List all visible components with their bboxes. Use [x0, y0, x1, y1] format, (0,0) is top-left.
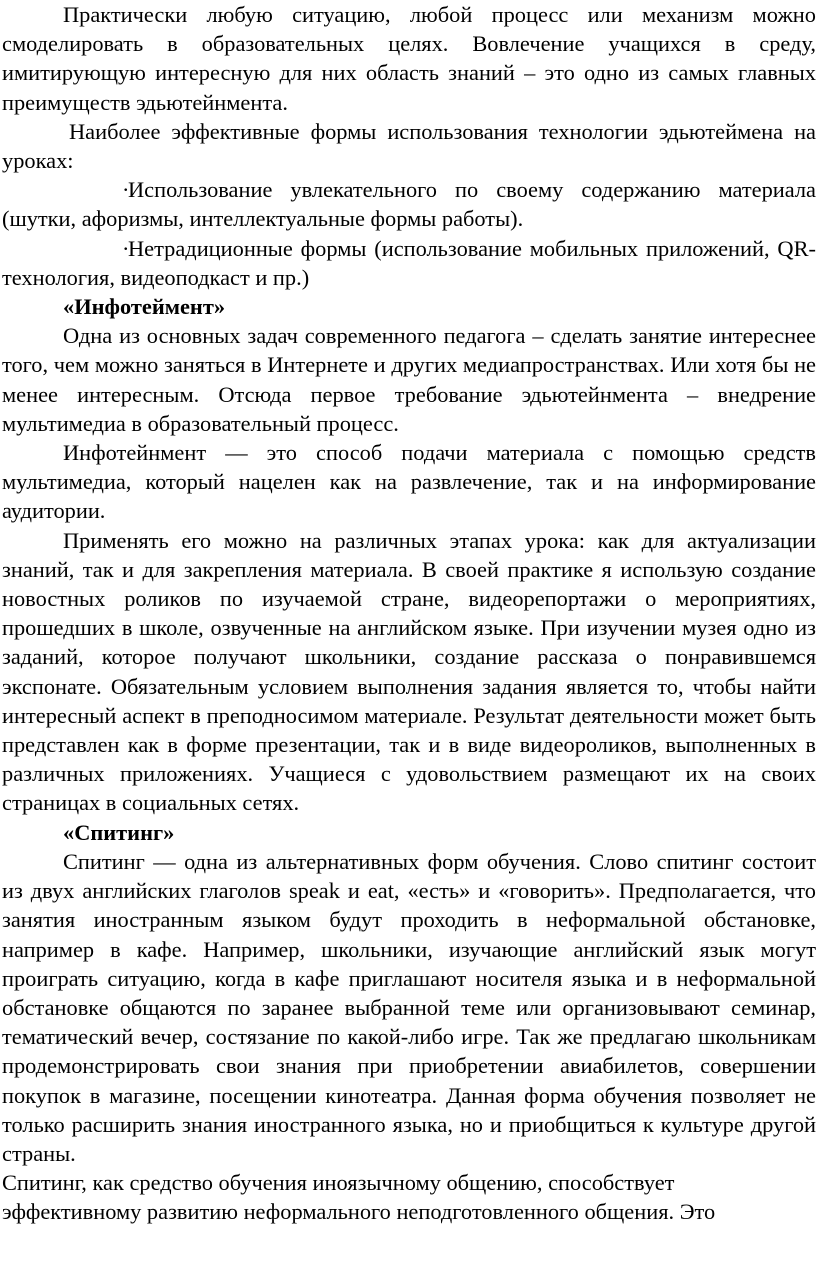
paragraph-speeting-benefit: Спитинг, как средство обучения иноязычному общению, способствует эффективному развитию неформального неподготовленного общения. Это — [2, 1170, 716, 1225]
paragraph-intro: Практически любую ситуацию, любой процесс или механизм можно смоделировать в образовательных целях. Вовлечение учащихся в среду, имитирующую интересную для них область знаний – это одно из самых главных преимуществ эдьютейнмента. — [2, 2, 816, 115]
paragraph-teacher-task: Одна из основных задач современного педагога – сделать занятие интереснее того, чем можно заняться в Интернете и других медиапространствах. Или хотя бы не менее интересным. Отсюда первое требование эдьютейнмента – внедрение мультимедиа в образовательный процесс. — [2, 323, 816, 436]
section-heading-infotainment: «Инфотеймент» — [63, 294, 226, 320]
paragraph-infotainment-definition: Инфотейнмент — это способ подачи материала с помощью средств мультимедиа, который нацелен как на развлечение, так и на информирование аудитории. — [2, 440, 816, 524]
bullet-text: Использование увлекательного по своему содержанию материала (шутки, афоризмы, интеллектуальные формы работы). — [2, 177, 816, 232]
bullet-item-content — [2, 175, 816, 233]
bullet-text: Нетрадиционные формы (использование мобильных приложений, QR-технология, видеоподкаст и пр.) — [2, 235, 816, 290]
bullet-marker: · — [122, 235, 130, 261]
bullet-item-forms — [2, 234, 816, 292]
paragraph-infotainment-usage: Применять его можно на различных этапах урока: как для актуализации знаний, так и для закрепления материала. В своей практике я использую создание новостных роликов по изучаемой стране, видеорепортажи о мероприятиях, прошедших в школе, озвученные на английском языке. При изучении музея одно из заданий, которое получают школьники, создание рассказа о понравившемся экспонате. Обязательным условием выполнения задания является то, чтобы найти интересный аспект в преподносимом материале. Результат деятельности может быть представлен как в форме презентации, так и в виде видеороликов, выполненных в различных приложениях. Учащиеся с удовольствием размещают их на своих страницах в социальных сетях. — [2, 527, 816, 816]
paragraph-speeting-definition: Спитинг — одна из альтернативных форм обучения. Слово спитинг состоит из двух английских глаголов speak и eat, «есть» и «говорить». Предполагается, что занятия иностранным языком будут проходить в неформальной обстановке, например в кафе. Например, школьники, изучающие английский язык могут проиграть ситуацию, когда в кафе приглашают носителя языка и в неформальной обстановке общаются по заранее выбранной теме или организовывают семинар, тематический вечер, состязание по какой-либо игре. Так же предлагаю школьникам продемонстрировать свои знания при приобретении авиабилетов, совершении покупок в магазине, посещении кинотеатра. Данная форма обучения позволяет не только расширить знания иностранного языка, но и приобщиться к культуре другой страны. — [2, 848, 816, 1166]
paragraph-forms-intro: Наиболее эффективные формы использования технологии эдьютеймена на уроках: — [2, 118, 816, 174]
bullet-marker: · — [122, 177, 130, 203]
section-heading-speeting: «Спитинг» — [63, 819, 175, 845]
